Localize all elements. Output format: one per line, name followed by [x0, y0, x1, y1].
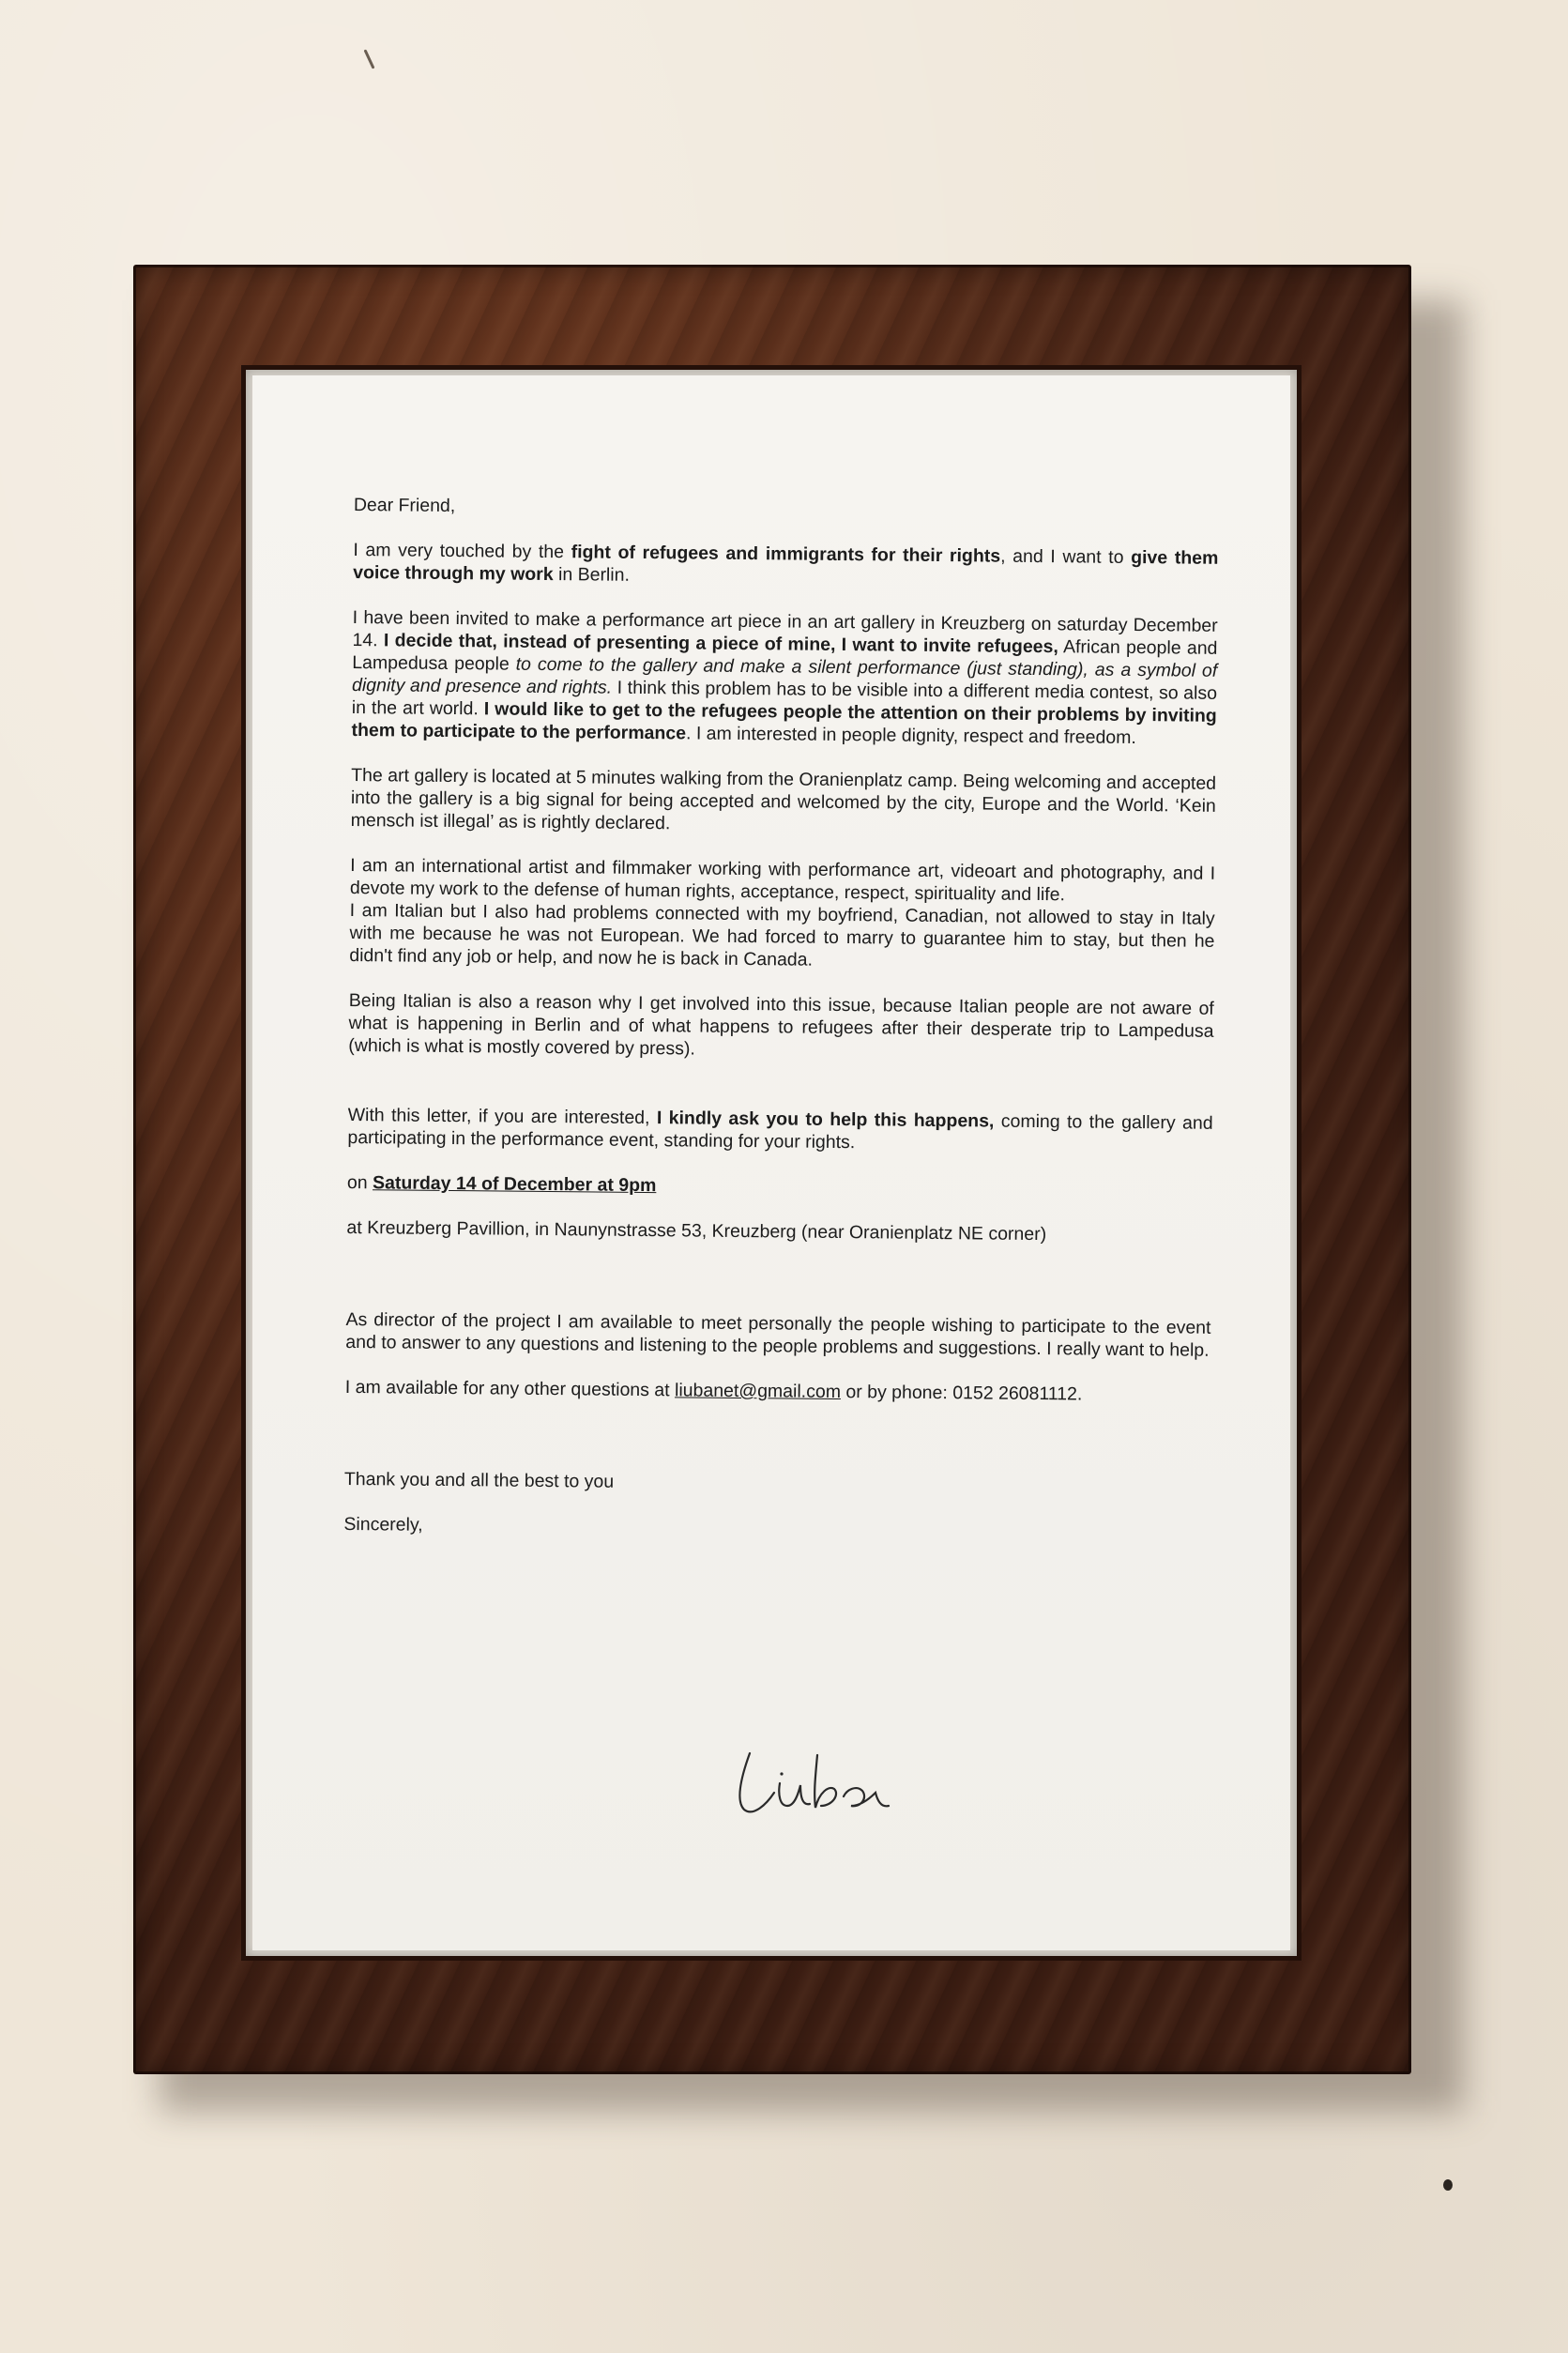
- event-date: on Saturday 14 of December at 9pm: [346, 1171, 657, 1197]
- spacer: [344, 1421, 1210, 1476]
- paragraph-7: As director of the project I am available to meet personally the people wishing to participate to the event and to answer to any questions and listening to the people problems and suggestions. I really want to help.: [345, 1308, 1211, 1361]
- frame-mat: [246, 370, 1297, 1956]
- salutation: Dear Friend,: [353, 494, 456, 517]
- email-link: liubanet@gmail.com: [674, 1380, 842, 1403]
- letter-body: [343, 494, 1219, 1566]
- paragraph-6: With this letter, if you are interested, I kindly ask you to help this happens, coming to the gallery and participating in the performance event, standing for your rights.: [347, 1104, 1213, 1154]
- contact-line: I am available for any other questions at liubanet@gmail.com or by phone: 0152 26081112.: [344, 1376, 1083, 1405]
- paragraph-1: I am very touched by the fight of refugees and immigrants for their rights, and I want to give them voice through my work in Berlin.: [353, 539, 1219, 586]
- letter-paper: [252, 375, 1290, 1950]
- phone-number: 0152 26081112: [952, 1383, 1078, 1405]
- paragraph-4: I am an international artist and filmmaker working with performance art, videoart and photography, and I devote my work to the defense of human rights, acceptance, respect, spirituality and life.: [349, 854, 1216, 906]
- spacer: [346, 1261, 1211, 1317]
- wall-speck: [363, 49, 374, 69]
- thanks-line: Thank you and all the best to you: [343, 1468, 615, 1492]
- event-location: at Kreuzberg Pavillion, in Naunynstrasse 53, Kreuzberg (near Oranienplatz NE corner): [346, 1216, 1047, 1245]
- paragraph-3: The art gallery is located at 5 minutes walking from the Oranienplatz camp. Being welcoming and accepted into the gallery is a big signal for being accepted and welcomed by the city, Europe and the World. ‘Kein mensch ist illegal’ as is rightly declared.: [350, 764, 1217, 834]
- closing: Sincerely,: [343, 1513, 423, 1536]
- handwritten-signature: [722, 1727, 947, 1821]
- picture-frame: [133, 265, 1411, 2074]
- paragraph-4b: I am Italian but I also had problems connected with my boyfriend, Canadian, not allowed to stay in Italy with me because he was not European. We had forced to marry to guarantee him to stay, but then he didn't find any job or help, and now he is back in Canada.: [349, 899, 1215, 970]
- paragraph-2: I have been invited to make a performance art piece in an art gallery in Kreuzberg on saturday December 14. I decide that, instead of presenting a piece of mine, I want to invite refugees, African people and Lampedusa people to come to the gallery and make a silent performance (just standing), as a symbol of dignity and presence and rights. I think this problem has to be visible into a different media contest, so also in the art world. I would like to get to the refugees people the attention on their problems by inviting them to participate to the performance. I am interested in people dignity, respect and freedom.: [351, 606, 1218, 749]
- paragraph-5: Being Italian is also a reason why I get involved into this issue, because Italian people are not aware of what is happening in Berlin and of what happens to refugees after their desperate trip to Lampedusa (which is what is mostly covered by press).: [348, 989, 1214, 1060]
- wall-speck: [1443, 2179, 1453, 2191]
